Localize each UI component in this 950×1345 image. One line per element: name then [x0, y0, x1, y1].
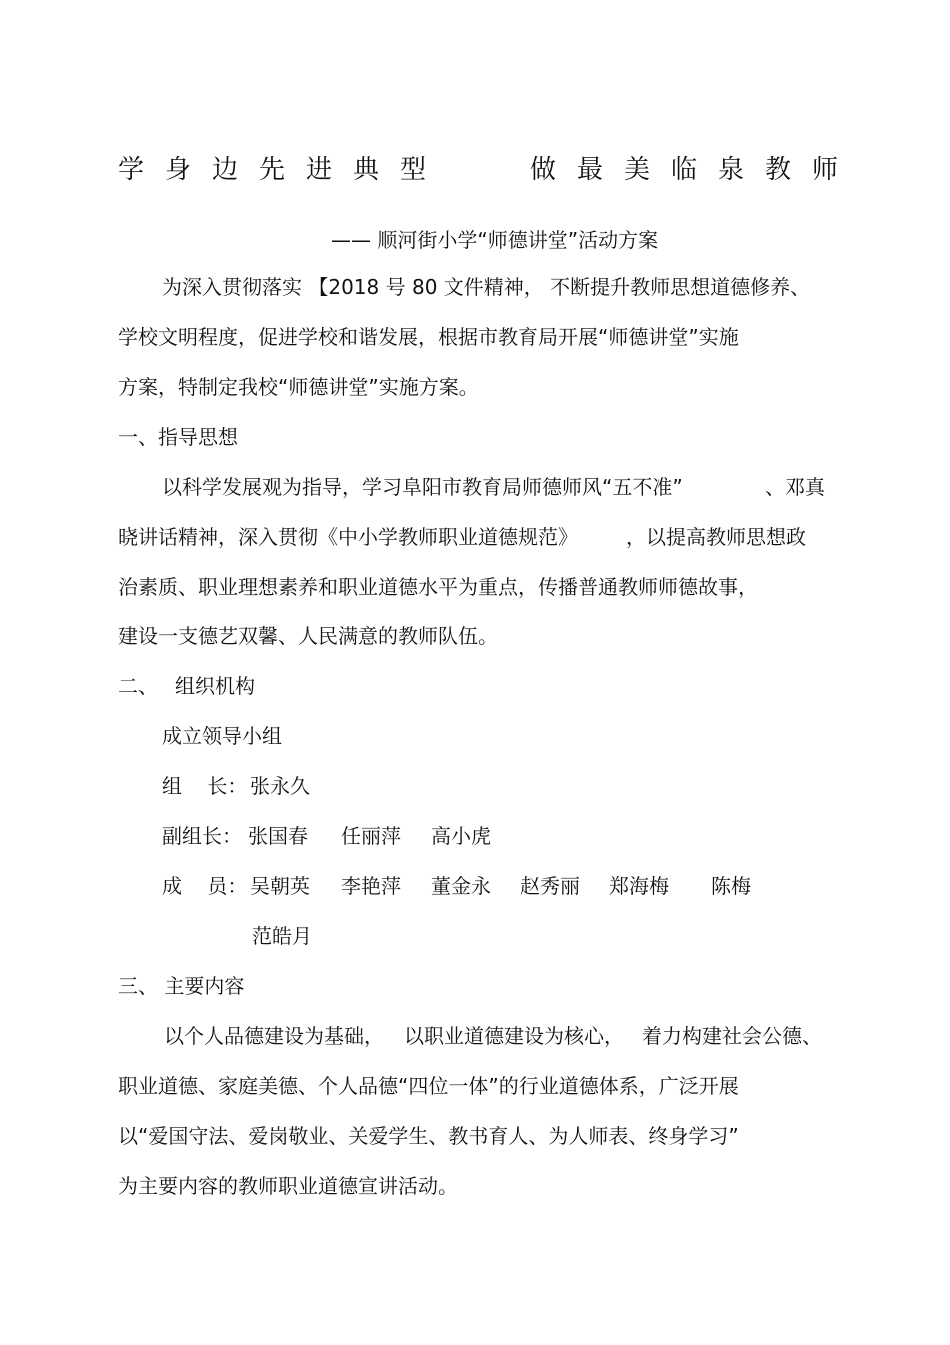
- section-1-line-4: 建设一支德艺双馨、人民满意的教师队伍。: [118, 624, 498, 648]
- subtitle: —— 顺河街小学“师德讲堂”活动方案: [331, 228, 659, 252]
- deputy-name: 任丽萍: [341, 824, 401, 848]
- member-name: 李艳萍: [341, 874, 401, 898]
- section-1-line-2a: 晓讲话精神，深入贯彻《中小学教师职业道德规范》: [118, 525, 578, 549]
- intro-line-1: 为深入贯彻落实 【2018 号 80 文件精神， 不断提升教师思想道德修养、: [162, 275, 811, 299]
- group-title: 成立领导小组: [162, 724, 282, 748]
- section-3-line-1c: 着力构建社会公德、: [642, 1024, 822, 1048]
- section-1-line-2b: ，以提高教师思想政: [626, 525, 806, 549]
- member-name: 董金永: [431, 874, 491, 898]
- section-3-line-2: 职业道德、家庭美德、个人品德“四位一体”的行业道德体系，广泛开展: [118, 1074, 739, 1098]
- section-1-line-1a: 以科学发展观为指导，学习阜阳市教育局师德师风“五不准”: [162, 475, 683, 499]
- section-2-heading-text: 组织机构: [175, 674, 255, 698]
- member-name: 赵秀丽: [520, 874, 580, 898]
- section-1-line-3: 治素质、职业理想素养和职业道德水平为重点，传播普通教师师德故事，: [118, 575, 758, 599]
- member-label: 成 员：: [162, 874, 248, 898]
- section-1-heading: 一、指导思想: [118, 425, 238, 449]
- title-left: 学身边先进典型: [118, 155, 448, 185]
- leader-label: 组 长：: [162, 774, 248, 798]
- leader-name: 张永久: [250, 774, 310, 798]
- intro-line-2: 学校文明程度，促进学校和谐发展，根据市教育局开展“师德讲堂”实施: [118, 325, 739, 349]
- member-name: 郑海梅: [609, 874, 669, 898]
- member-extra: 范皓月: [252, 924, 312, 948]
- title-right: 做最美临泉教师: [530, 155, 860, 185]
- intro-line-3: 方案，特制定我校“师德讲堂”实施方案。: [118, 375, 479, 399]
- section-3-line-1b: 以职业道德建设为核心，: [404, 1024, 624, 1048]
- section-3-line-4: 为主要内容的教师职业道德宣讲活动。: [118, 1174, 458, 1198]
- deputy-name: 高小虎: [431, 824, 491, 848]
- deputy-name: 张国春: [248, 824, 308, 848]
- deputy-label: 副组长：: [162, 824, 242, 848]
- section-1-line-1b: 、邓真: [765, 475, 825, 499]
- section-2-heading-num: 二、: [118, 674, 158, 698]
- member-name: 陈梅: [711, 874, 751, 898]
- section-3-line-3: 以“爱国守法、爱岗敬业、关爱学生、教书育人、为人师表、终身学习”: [118, 1124, 739, 1148]
- section-3-line-1a: 以个人品德建设为基础，: [164, 1024, 384, 1048]
- member-name: 吴朝英: [250, 874, 310, 898]
- section-3-heading: 三、 主要内容: [118, 974, 245, 998]
